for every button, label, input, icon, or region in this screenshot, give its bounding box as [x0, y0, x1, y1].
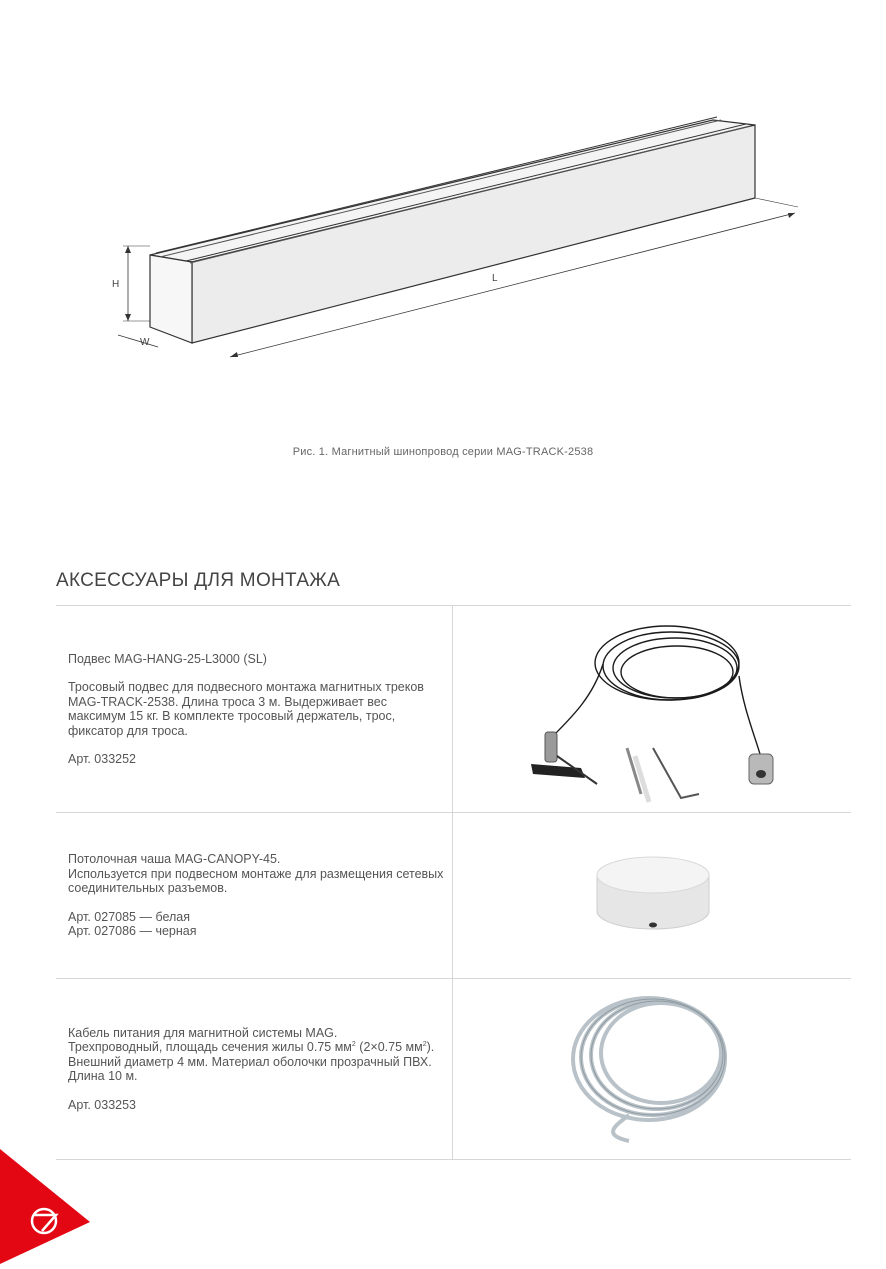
- dim-w-label: W: [140, 337, 150, 348]
- section-title: АКСЕССУАРЫ ДЛЯ МОНТАЖА: [56, 570, 341, 591]
- ceiling-canopy-icon: [453, 813, 851, 978]
- accessory-article-white: Арт. 027085 — белая: [68, 909, 191, 924]
- brand-logo-icon: [0, 1149, 90, 1264]
- accessory-row-canopy: [56, 812, 851, 978]
- track-drawing: [100, 95, 810, 375]
- accessory-description: Тросовый подвес для подвесного монтажа магнитных треков MAG-TRACK-2538. Длина троса 3 м. Выдерживает вес максимум 15 кг. В комплекте тросовый держатель, трос, фиксатор для троса.: [68, 680, 424, 738]
- track-illustration: [100, 95, 810, 375]
- accessory-article: Арт. 033253: [68, 1097, 137, 1112]
- accessory-description: Трехпроводный, площадь сечения жилы 0.75 $мм^2$ (2×0.75 $мм^2$). Внешний диаметр 4 мм. Материал оболочки прозрачный ПВХ. Длина 10 м.: [68, 1040, 435, 1084]
- accessory-description: Используется при подвесном монтаже для размещения сетевых соединительных разъемов.: [68, 866, 444, 896]
- accessory-article-black: Арт. 027086 — черная: [68, 924, 197, 939]
- power-cable-coil-icon: [453, 979, 851, 1159]
- accessory-row-cable: [56, 978, 851, 1160]
- accessory-name: Кабель питания для магнитной системы MAG.: [68, 1025, 338, 1040]
- suspension-cable-kit-image: [453, 606, 851, 812]
- figure-caption: Рис. 1. Магнитный шинопровод серии MAG-TRACK-2538: [292, 446, 594, 458]
- accessory-text: [56, 979, 453, 1159]
- dim-h-label: H: [112, 279, 120, 290]
- ceiling-canopy-image: [453, 813, 851, 978]
- power-cable-coil-image: [453, 979, 851, 1159]
- suspension-cable-kit-icon: [453, 606, 851, 812]
- dim-l-label: L: [492, 273, 498, 284]
- accessory-row-hang: [56, 605, 851, 812]
- accessory-article: Арт. 033252: [68, 752, 137, 766]
- accessory-text: [56, 606, 453, 812]
- accessory-name: Подвес MAG-HANG-25-L3000 (SL): [68, 651, 267, 666]
- accessories-table: [56, 605, 851, 1160]
- brand-corner: [0, 1149, 90, 1264]
- accessory-text: [56, 813, 453, 978]
- accessory-name: Потолочная чаша MAG-CANOPY-45.: [68, 852, 281, 867]
